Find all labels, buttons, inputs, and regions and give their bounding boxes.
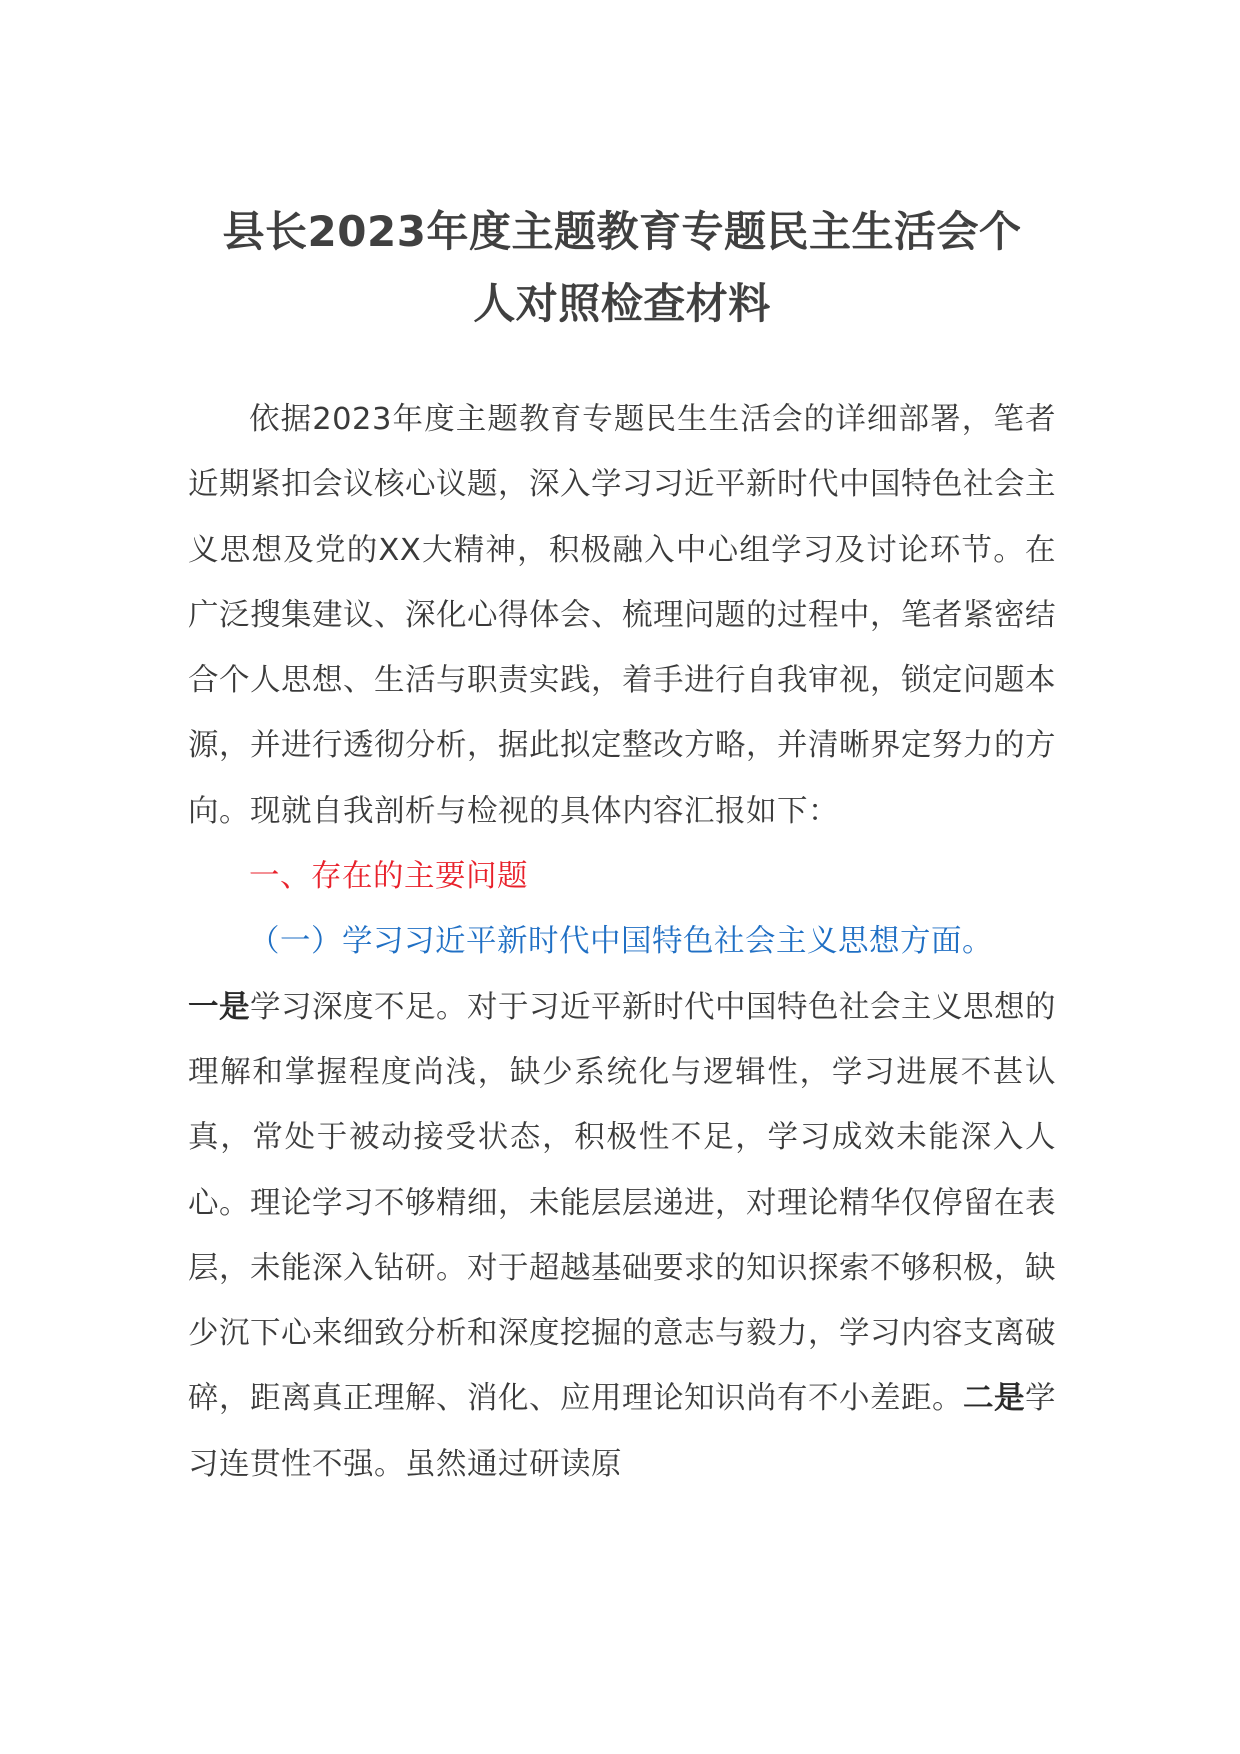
document-title [188, 196, 1056, 340]
document-page [188, 196, 1056, 1497]
section-heading: 一、存在的主要问题 [249, 859, 528, 895]
subsection-heading: （一）学习习近平新时代中国特色社会主义思想方面。 [249, 924, 993, 960]
document-body [188, 387, 1056, 1497]
point1-lead: 一是 [188, 989, 250, 1025]
intro-paragraph: 依据2023年度主题教育专题民生生活会的详细部署，笔者近期紧扣会议核心议题，深入学习习近平新时代中国特色社会主义思想及党的XX大精神，积极融入中心组学习及讨论环节。在广泛搜集建议、深化心得体会、梳理问题的过程中，笔者紧密结合个人思想、生活与职责实践，着手进行自我审视，锁定问题本源，并进行透彻分析，据此拟定整改方略，并清晰界定努力的方向。现就自我剖析与检视的具体内容汇报如下： [188, 402, 1056, 829]
point1-text: 学习深度不足。对于习近平新时代中国特色社会主义思想的理解和掌握程度尚浅，缺少系统化与逻辑性，学习进展不甚认真，常处于被动接受状态，积极性不足，学习成效未能深入人心。理论学习不够精细，未能层层递进，对理论精华仅停留在表层，未能深入钻研。对于超越基础要求的知识探索不够积极，缺少沉下心来细致分析和深度挖掘的意志与毅力，学习内容支离破碎，距离真正理解、消化、应用理论知识尚有不小差距。 [188, 989, 1056, 1417]
point2-lead: 二是 [963, 1381, 1025, 1417]
point2-text: 学习连贯性不强。虽然通过研读原 [188, 1381, 1056, 1482]
point-paragraph [188, 975, 1056, 1497]
title-line-1: 县长2023年度主题教育专题民主生活会个 [222, 207, 1022, 256]
title-line-2: 人对照检查材料 [473, 279, 771, 328]
